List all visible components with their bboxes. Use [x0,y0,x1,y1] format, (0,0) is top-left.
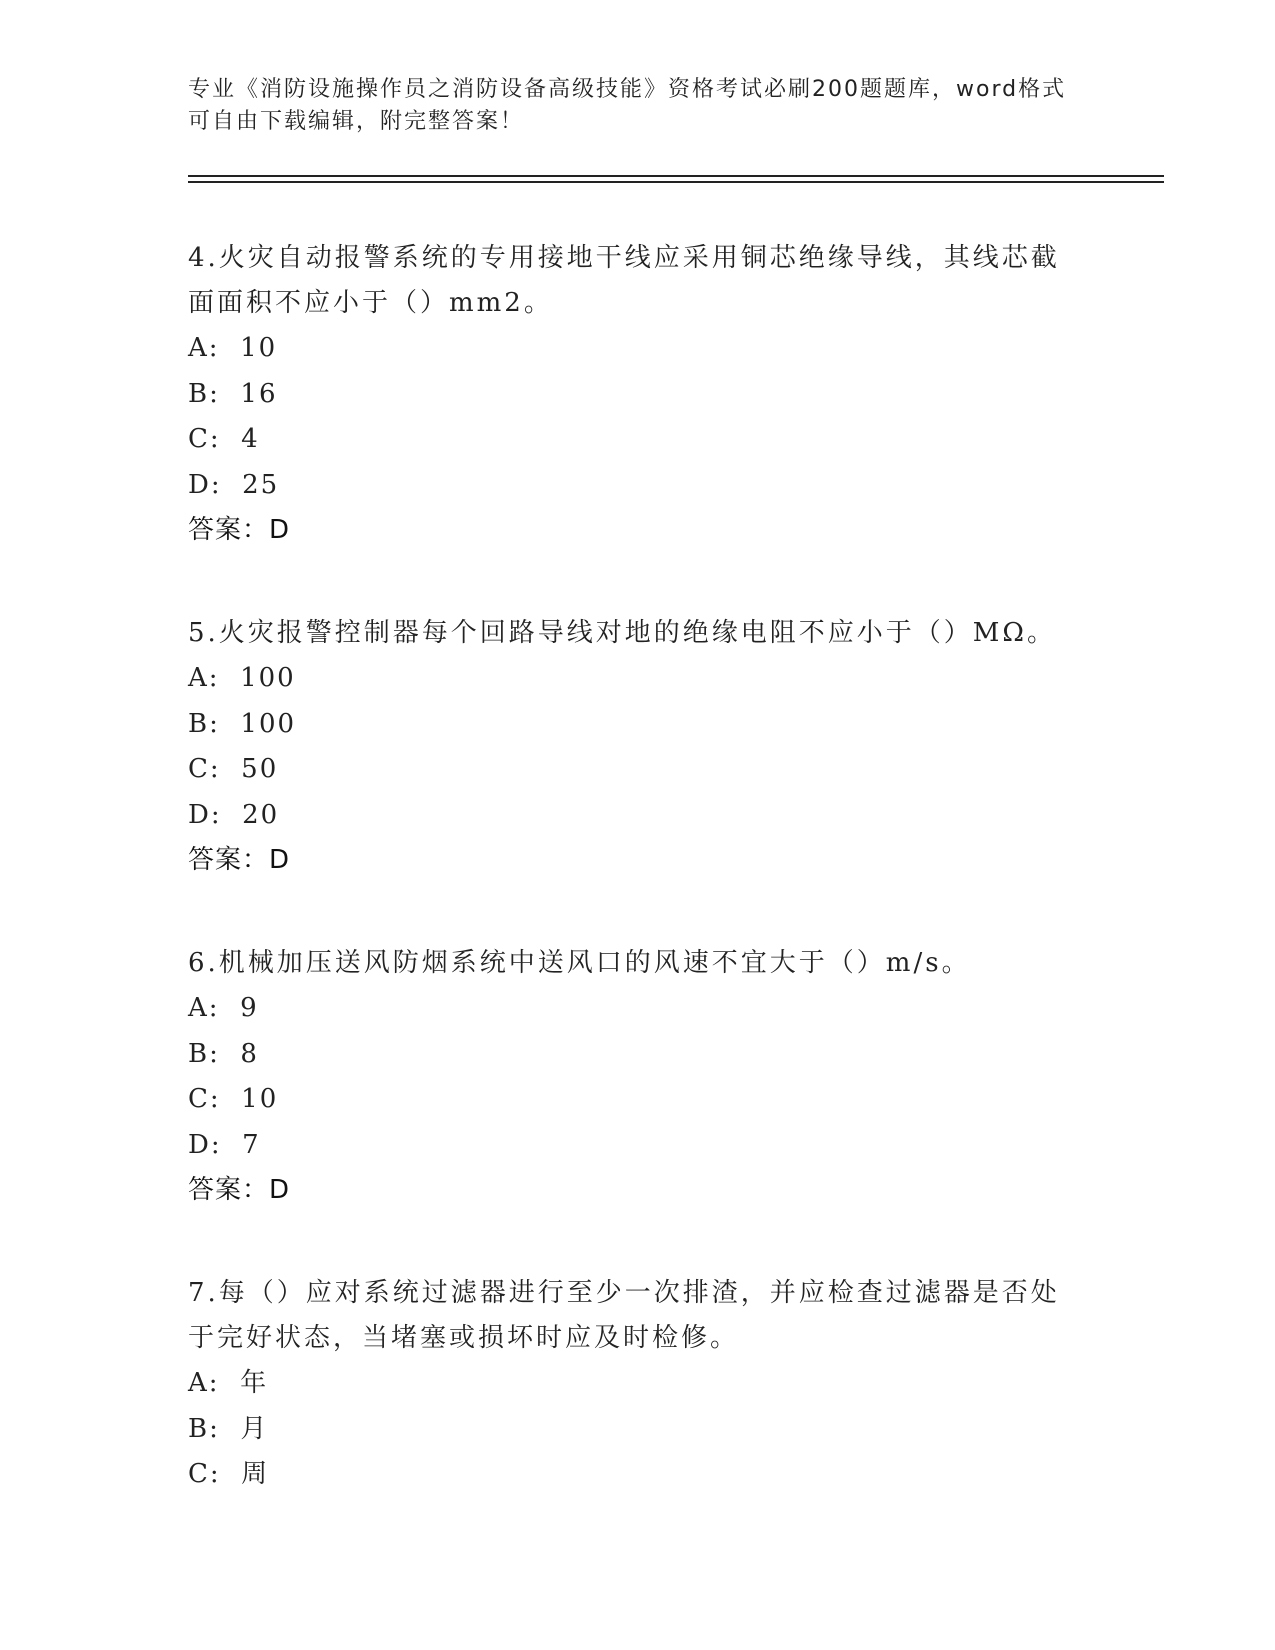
question-item [188,236,1068,553]
option-c: C: 50 [188,754,279,784]
option-d: D: 7 [188,1129,261,1160]
option-b: B: 16 [188,378,278,409]
question-item [188,611,1068,883]
question-stem: 4.火灾自动报警系统的专用接地干线应采用铜芯绝缘导线，其线芯截面面积不应小于（）mm2。 [188,243,1060,318]
option-a: A: 10 [188,333,278,363]
option-a: A: 9 [188,993,259,1023]
answer-line: 答案：D [188,1175,291,1205]
option-a: A: 年 [188,1368,269,1398]
option-d: D: 25 [188,469,280,500]
answer-line: 答案：D [188,845,291,875]
option-d: D: 20 [188,799,280,830]
option-list [188,326,1068,508]
question-item [188,1271,1068,1498]
header-divider-bottom [188,181,1164,183]
option-list [188,1361,1068,1498]
option-list [188,986,1068,1168]
question-stem: 7.每（）应对系统过滤器进行至少一次排渣，并应检查过滤器是否处于完好状态，当堵塞或损坏时应及时检修。 [188,1278,1060,1353]
option-a: A: 100 [188,663,296,693]
document-header: 专业《消防设施操作员之消防设备高级技能》资格考试必刷200题题库，word格式可自由下载编辑，附完整答案！ [188,77,1067,134]
option-b: B: 月 [188,1413,269,1444]
question-list [188,236,1068,1556]
question-stem: 6.机械加压送风防烟系统中送风口的风速不宜大于（）m/s。 [188,948,971,978]
option-c: C: 周 [188,1459,270,1489]
option-b: B: 8 [188,1038,259,1069]
question-item [188,941,1068,1213]
option-list [188,656,1068,838]
option-b: B: 100 [188,708,297,739]
header-divider-top [188,175,1164,177]
question-stem: 5.火灾报警控制器每个回路导线对地的绝缘电阻不应小于（）MΩ。 [188,618,1056,648]
option-c: C: 10 [188,1084,279,1114]
answer-line: 答案：D [188,515,291,545]
option-c: C: 4 [188,424,260,454]
